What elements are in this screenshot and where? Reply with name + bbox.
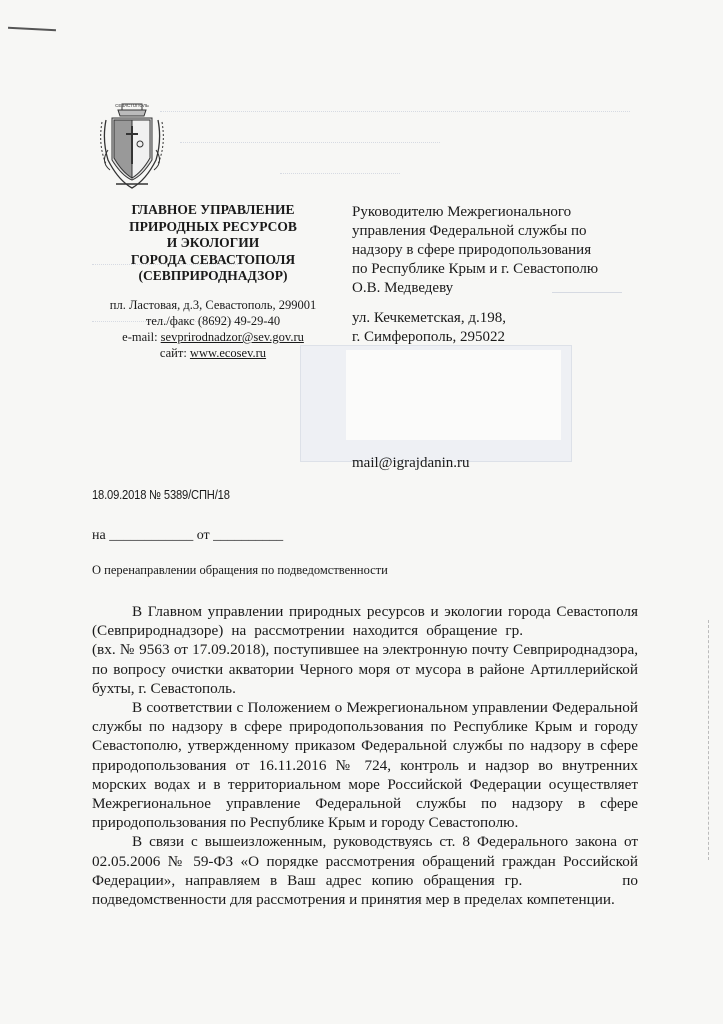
body-paragraph: В соответствии с Положением о Межрегиональном управлении Федеральной службы по надзору в сфере природопользования по Республике Крым и городу Севастополю, утвержденному приказом Федеральной службы по надзору в сфере природопользования от 16.11.2016 № 724, контроль и надзор во внутренних морских водах и в территориальном море Российской Федерации осуществляет Межрегиональное управление Федеральной службы по надзору в сфере природопользования по Республике Крым и городу Севастополю. (92, 699, 638, 832)
body-text: (вх. № 9563 от 17.09.2018), поступившее на электронную почту Севприроднадзора, по вопросу очистки акватории Черного моря от мусора в районе Артиллерийской бухты, г. Севастополь. (92, 641, 638, 697)
body-text: по подведомственности для рассмотрения и принятия мер в пределах компетенции. (92, 871, 638, 909)
organization-email-row (88, 329, 338, 345)
organization-site-link[interactable]: www.ecosev.ru (189, 346, 267, 360)
scan-edge-mark (706, 620, 709, 860)
organization-name-line: И ЭКОЛОГИИ (166, 235, 260, 250)
organization-name-line: ГЛАВНОЕ УПРАВЛЕНИЕ (131, 202, 295, 217)
organization-name-line: (СЕВПРИРОДНАДЗОР) (138, 268, 288, 283)
recipient-line: надзору в сфере природопользования (352, 242, 592, 258)
svg-text:СЕВАСТОПОЛЬ: СЕВАСТОПОЛЬ (115, 103, 149, 108)
recipient-address-line: г. Симферополь, 295022 (352, 329, 506, 345)
recipient-line: Руководителю Межрегионального (352, 204, 572, 220)
organization-name (88, 202, 338, 285)
email-label: e-mail: (122, 330, 161, 344)
organization-name-line: ПРИРОДНЫХ РЕСУРСОВ (129, 218, 297, 234)
recipient-line: управления Федеральной службы по (352, 223, 587, 239)
recipient-name: О.В. Медведеву (352, 280, 454, 296)
organization-name-line: ГОРОДА СЕВАСТОПОЛЯ (130, 251, 296, 267)
organization-contacts (88, 297, 338, 361)
body-paragraph (92, 832, 638, 909)
recipient-address-line: ул. Кечкеметская, д.198, (352, 310, 506, 326)
body-text: В связи с вышеизложенным, руководствуясь ст. 8 Федерального закона от 02.05.2006 № 59-ФЗ «О порядке рассмотрения обращений граждан Российской Федерации», направляем в Ваш адрес копию обращения гр. (92, 833, 638, 889)
redacted-area (346, 350, 561, 440)
sevastopol-coat-of-arms-icon (98, 100, 166, 192)
bleed-through-text (140, 95, 640, 174)
body-paragraph (92, 602, 638, 698)
organization-phone: тел./факс (8692) 49-29-40 (145, 314, 281, 328)
site-label: сайт: (159, 346, 190, 360)
scan-mark (8, 27, 56, 32)
organization-site-row (88, 345, 338, 361)
registration-number: 18.09.2018 № 5389/СПН/18 (92, 487, 230, 502)
letter-body (92, 602, 638, 909)
reference-line: на ____________ от __________ (92, 528, 284, 543)
recipient-address (352, 309, 506, 347)
recipient-line: по Республике Крым и г. Севастополю (352, 261, 599, 277)
letter-subject: О перенаправлении обращения по подведомственности (92, 563, 388, 577)
recipient-email: mail@igrajdanin.ru (352, 455, 470, 471)
recipient-block (352, 203, 652, 298)
organization-email-link[interactable]: sevprirodnadzor@sev.gov.ru (160, 330, 304, 344)
body-text: В Главном управлении природных ресурсов и экологии города Севастополя (Севприроднадзоре) на рассмотрении находится обращение гр. (92, 603, 638, 640)
organization-address: пл. Ластовая, д.3, Севастополь, 299001 (109, 298, 317, 312)
